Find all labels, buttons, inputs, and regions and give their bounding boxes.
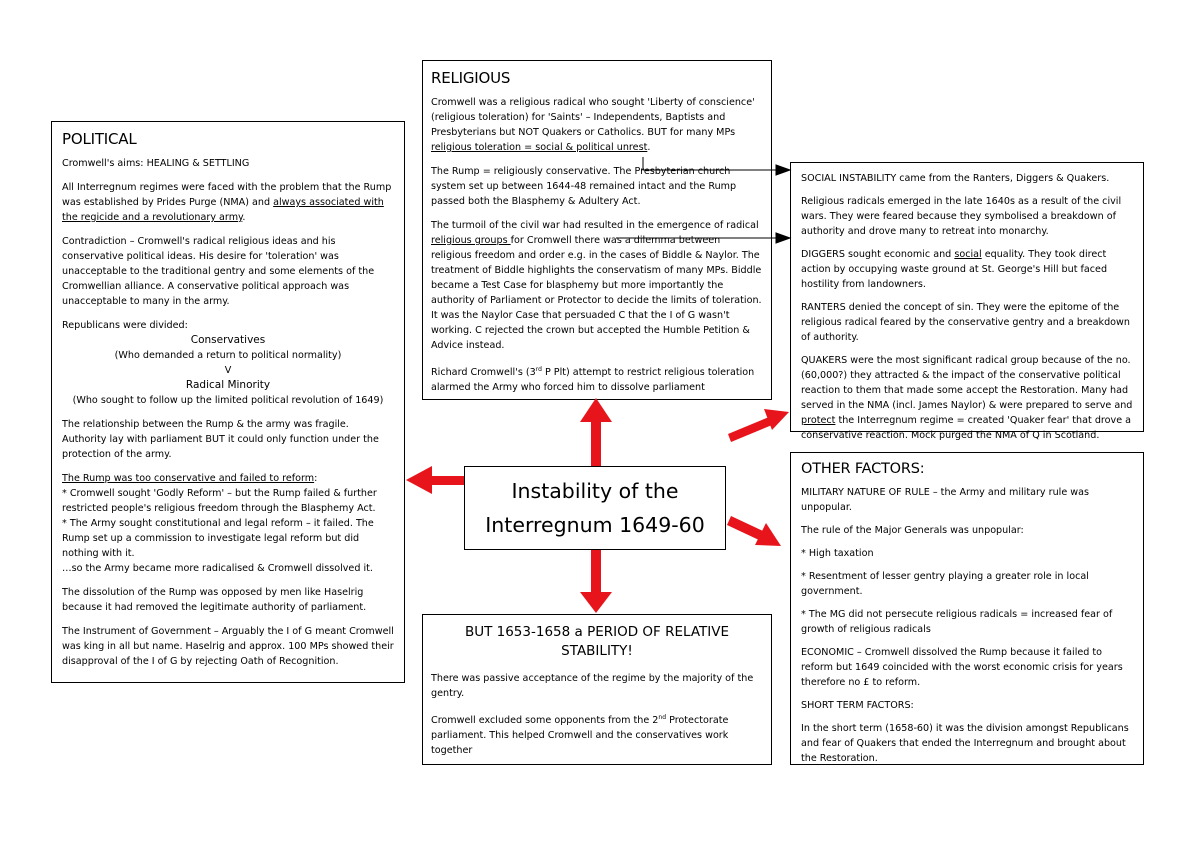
political-box <box>51 121 405 683</box>
underlined-text: protect <box>801 415 836 426</box>
text-span: . <box>242 212 246 223</box>
radical-desc: (Who sought to follow up the limited political revolution of 1649) <box>72 395 384 406</box>
other-factors-box <box>790 452 1144 765</box>
text-span: equality. They took direct action by occupying waste ground at St. George's Hill but faced hostility from landowners. <box>801 249 1108 290</box>
political-rump-origin <box>62 180 394 225</box>
text-span: DIGGERS sought economic and <box>801 249 955 260</box>
arrow-upright-head <box>764 409 789 430</box>
political-title: POLITICAL <box>62 130 137 148</box>
text-span: the Interregnum regime = created 'Quaker fear' that drove a conservative reaction. Mock purged the NMA of Q in Scotland. <box>801 415 1132 441</box>
central-title-box <box>464 466 726 550</box>
stability-passive: There was passive acceptance of the regime by the majority of the gentry. <box>431 673 754 699</box>
text-span: Protectorate parliament. This helped Cromwell and the conservatives work together <box>431 715 729 757</box>
underlined-text: religious groups <box>431 235 511 246</box>
radical-heading: Radical Minority <box>185 379 271 391</box>
text-span: . <box>647 142 651 153</box>
religious-turmoil <box>431 218 763 353</box>
text-span: Richard Cromwell's (3 <box>431 367 536 379</box>
list-item: * Resentment of lesser gentry playing a greater role in local government. <box>801 571 1089 597</box>
superscript: rd <box>535 366 542 373</box>
text-span: : <box>314 473 318 484</box>
text-span: QUAKERS were the most significant radical group because of the no. (60,000?) they attracted & the impact of the conservative political reaction to them that made some accept the Restoration. Many had served in the NMA (incl. James Naylor) & were prepared to serve and <box>801 355 1133 411</box>
other-title: OTHER FACTORS: <box>801 461 925 477</box>
superscript: nd <box>658 714 667 721</box>
text-span: All Interregnum regimes were faced with the problem that the Rump was established by Prides Purge (NMA) and <box>62 182 392 208</box>
political-aims: Cromwell's aims: HEALING & SETTLING <box>62 158 250 169</box>
conservatives-heading: Conservatives <box>190 334 266 346</box>
underlined-text: The Rump was too conservative and failed to reform <box>62 473 315 484</box>
stability-excluded <box>431 710 763 758</box>
arrow-upright-shaft <box>728 417 772 442</box>
social-diggers <box>801 247 1133 292</box>
arrowhead <box>776 165 790 175</box>
arrow-up-shaft <box>591 418 601 466</box>
social-ranters: RANTERS denied the concept of sin. They were the epitome of the religious radical feared by the conservative gentry and a breakdown of authority. <box>801 302 1130 343</box>
list-item: MILITARY NATURE OF RULE – the Army and military rule was unpopular. <box>801 487 1090 513</box>
arrow-downright-head <box>755 523 781 546</box>
other-short-heading: SHORT TERM FACTORS: <box>801 700 914 711</box>
religious-rump: The Rump = religiously conservative. The Presbyterian church system set up between 1644-48 remained intact and the Rump passed both the Blasphemy & Adultery Act. <box>431 166 737 207</box>
text-span: Cromwell was a religious radical who sought 'Liberty of conscience' (religious toleration) for 'Saints' – Independents, Baptists and Presbyterians but NOT Quakers or Catholics. BUT for many MPs <box>431 97 755 138</box>
arrow-down-shaft <box>591 550 601 598</box>
rump-reform-heading <box>62 471 394 486</box>
arrow-left-shaft <box>428 476 464 485</box>
text-span: The turmoil of the civil war had resulted in the emergence of radical <box>431 220 759 231</box>
stability-title: BUT 1653-1658 a PERIOD OF RELATIVE STABILITY! <box>464 624 730 659</box>
religious-box <box>422 60 772 400</box>
text-span: for Cromwell there was a dilemma between religious freedom and order e.g. in the cases of Biddle & Naylor. The treatment of Biddle highlights the conservatism of many MPs. Biddle became a Test Case for blasphemy but more importantly the authority of Parliament or Protector to decide the limits of toleration. It was the Naylor Case that persuaded C that the I of G wasn't working. C rejected the crown but accepted the Humble Petition & Advice instead. <box>431 235 762 351</box>
arrowhead <box>776 233 790 243</box>
political-contradiction: Contradiction – Cromwell's radical religious ideas and his conservative political ideas. His desire for 'toleration' was unacceptable to the traditional gentry and some elements of the Cromwellian alliance. A conservative political approach was unacceptable to many in the army. <box>62 236 375 307</box>
political-dissolution: The dissolution of the Rump was opposed by men like Haselrig because it had removed the legitimate authority of parliament. <box>62 587 367 613</box>
other-economic: ECONOMIC – Cromwell dissolved the Rump because it failed to reform but 1649 coincided with the worst economic crisis for years therefore no £ to reform. <box>801 647 1123 688</box>
list-item: * The MG did not persecute religious radicals = increased fear of growth of religious radicals <box>801 609 1113 635</box>
social-intro: SOCIAL INSTABILITY came from the Ranters, Diggers & Quakers. <box>801 173 1110 184</box>
list-item: * High taxation <box>801 548 874 559</box>
arrow-downright-shaft <box>727 516 763 540</box>
arrow-up-head <box>580 398 612 422</box>
list-item: The rule of the Major Generals was unpopular: <box>801 525 1024 536</box>
political-rump-army: The relationship between the Rump & the army was fragile. Authority lay with parliament BUT it could only function under the protection of the army. <box>62 419 379 460</box>
list-item: * Cromwell sought 'Godly Reform' – but the Rump failed & further restricted people's religious freedom through the Blasphemy Act. <box>62 488 377 514</box>
underlined-text: social <box>954 249 982 260</box>
social-box <box>790 162 1144 441</box>
rump-reform-list <box>62 471 394 576</box>
social-radicals: Religious radicals emerged in the late 1640s as a result of the civil wars. They were feared because they symbolised a breakdown of authority and drove many to retreat into monarchy. <box>801 196 1122 237</box>
underlined-text: religious toleration = social & political unrest <box>431 142 648 153</box>
religious-richard <box>431 362 763 395</box>
underlined-text: always associated with the regicide and a revolutionary army <box>62 197 384 223</box>
religious-title: RELIGIOUS <box>431 69 511 87</box>
religious-cromwell <box>431 95 763 155</box>
list-item: …so the Army became more radicalised & Cromwell dissolved it. <box>62 563 373 574</box>
text-span: P Plt) attempt to restrict religious toleration alarmed the Army who forced him to dissolve parliament <box>431 367 755 394</box>
republicans-divided: Republicans were divided: <box>62 320 188 331</box>
conservatives-desc: (Who demanded a return to political normality) <box>114 350 342 361</box>
social-quakers <box>801 353 1133 443</box>
list-item: * The Army sought constitutional and legal reform – it failed. The Rump set up a commission to investigate legal reform but did nothing with it. <box>62 518 374 559</box>
military-list <box>801 485 1133 637</box>
central-title: Instability of the Interregnum 1649-60 <box>485 479 705 537</box>
other-short: In the short term (1658-60) it was the division amongst Republicans and fear of Quakers that ended the Interregnum and brought about the Restoration. <box>801 723 1129 764</box>
arrow-down-head <box>580 592 612 613</box>
political-instrument: The Instrument of Government – Arguably the I of G meant Cromwell was king in all but name. Haselrig and approx. 100 MPs showed their disapproval of the I of G by rejecting Oath of Recognition. <box>62 626 394 667</box>
versus-label: V <box>224 365 232 376</box>
stability-box <box>422 614 772 765</box>
text-span: Cromwell excluded some opponents from the 2 <box>431 715 659 727</box>
arrow-left-head <box>406 466 432 494</box>
